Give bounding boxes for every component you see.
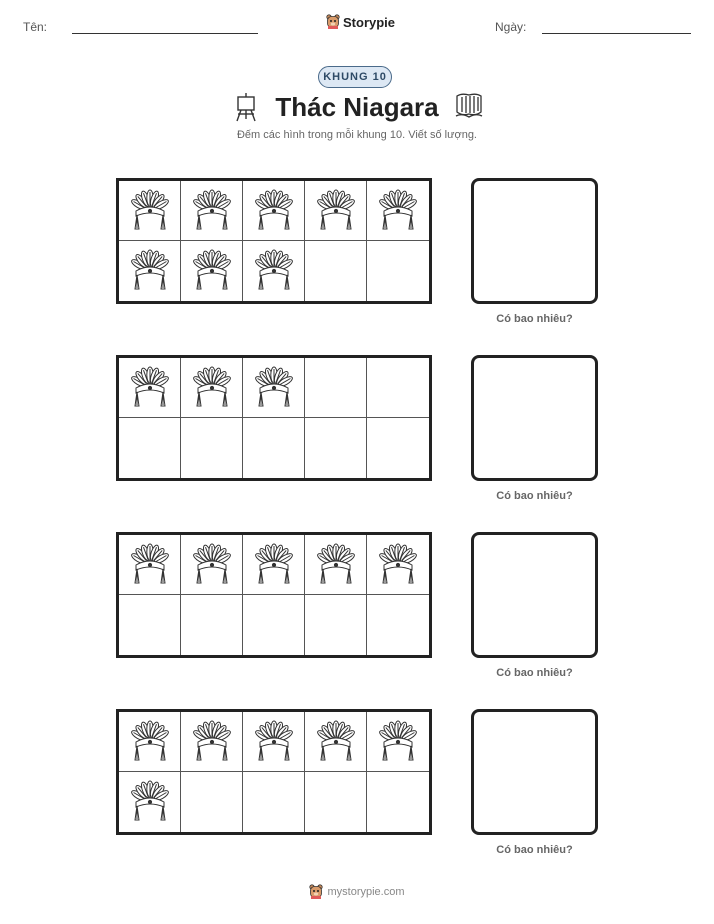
ten-frame-cell xyxy=(305,595,367,655)
ten-frame-cell xyxy=(119,418,181,478)
brand-logo xyxy=(326,14,395,30)
ten-frame-cell xyxy=(243,535,305,595)
headdress-icon xyxy=(129,366,171,410)
headdress-icon xyxy=(253,720,295,764)
ten-frame-cell xyxy=(119,241,181,301)
date-line[interactable] xyxy=(542,33,691,34)
headdress-icon xyxy=(191,543,233,587)
ten-frame-cell xyxy=(243,595,305,655)
topic-badge: KHUNG 10 xyxy=(318,66,392,88)
headdress-icon xyxy=(191,366,233,410)
headdress-icon xyxy=(129,249,171,293)
headdress-icon xyxy=(129,543,171,587)
headdress-icon xyxy=(129,720,171,764)
answer-box[interactable] xyxy=(471,178,598,304)
ten-frame-cell xyxy=(243,181,305,241)
headdress-icon xyxy=(315,189,357,233)
ten-frame-cell xyxy=(181,418,243,478)
ten-frame-cell xyxy=(181,772,243,832)
ten-frame-cell xyxy=(181,241,243,301)
ten-frame xyxy=(116,355,432,481)
ten-frame-cell xyxy=(181,712,243,772)
headdress-icon xyxy=(253,366,295,410)
ten-frame-cell xyxy=(367,181,429,241)
ten-frame-cell xyxy=(119,358,181,418)
headdress-icon xyxy=(191,249,233,293)
date-label: Ngày: xyxy=(495,20,527,34)
answer-box[interactable] xyxy=(471,532,598,658)
headdress-icon xyxy=(377,720,419,764)
question-label: Có bao nhiêu? xyxy=(496,667,573,679)
ten-frame-cell xyxy=(181,595,243,655)
ten-frame-cell xyxy=(305,712,367,772)
answer-box[interactable] xyxy=(471,355,598,481)
ten-frame-cell xyxy=(305,418,367,478)
question-label: Có bao nhiêu? xyxy=(496,844,573,856)
ten-frame-cell xyxy=(119,181,181,241)
ten-frame-cell xyxy=(119,595,181,655)
ten-frame-cell xyxy=(119,712,181,772)
headdress-icon xyxy=(191,720,233,764)
headdress-icon xyxy=(253,543,295,587)
instructions: Đếm các hình trong mỗi khung 10. Viết số lượng. xyxy=(236,129,477,141)
footer-url: mystorypie.com xyxy=(327,886,405,898)
ten-frame-cell xyxy=(181,181,243,241)
ten-frame-cell xyxy=(367,772,429,832)
ten-frame-cell xyxy=(305,241,367,301)
question-label: Có bao nhiêu? xyxy=(496,490,573,502)
bear-icon xyxy=(326,14,340,30)
bear-icon xyxy=(309,884,323,900)
ten-frame-cell xyxy=(243,358,305,418)
headdress-icon xyxy=(129,780,171,824)
ten-frame xyxy=(116,532,432,658)
ten-frame-cell xyxy=(305,181,367,241)
headdress-icon xyxy=(315,720,357,764)
waterfall-icon xyxy=(454,92,484,120)
headdress-icon xyxy=(377,189,419,233)
ten-frame-cell xyxy=(367,595,429,655)
ten-frame-cell xyxy=(367,358,429,418)
answer-box[interactable] xyxy=(471,709,598,835)
headdress-icon xyxy=(129,189,171,233)
brand-name: Storypie xyxy=(343,14,396,30)
ten-frame-cell xyxy=(181,358,243,418)
ten-frame-cell xyxy=(305,535,367,595)
ten-frame-cell xyxy=(305,358,367,418)
ten-frame-cell xyxy=(243,241,305,301)
ten-frame-cell xyxy=(243,712,305,772)
ten-frame-cell xyxy=(119,772,181,832)
ten-frame xyxy=(116,709,432,835)
ten-frame-cell xyxy=(367,535,429,595)
ten-frame-cell xyxy=(367,418,429,478)
ten-frame-cell xyxy=(119,535,181,595)
ten-frame-cell xyxy=(367,712,429,772)
footer xyxy=(0,884,714,900)
name-line[interactable] xyxy=(72,33,258,34)
ten-frame-cell xyxy=(367,241,429,301)
page-title: Thác Niagara xyxy=(275,92,439,122)
headdress-icon xyxy=(253,189,295,233)
headdress-icon xyxy=(315,543,357,587)
headdress-icon xyxy=(191,189,233,233)
ten-frame-cell xyxy=(181,535,243,595)
question-label: Có bao nhiêu? xyxy=(496,313,573,325)
ten-frame xyxy=(116,178,432,304)
ten-frame-cell xyxy=(243,772,305,832)
name-label: Tên: xyxy=(23,20,48,34)
headdress-icon xyxy=(253,249,295,293)
headdress-icon xyxy=(377,543,419,587)
ten-frame-cell xyxy=(243,418,305,478)
ten-frame-cell xyxy=(305,772,367,832)
